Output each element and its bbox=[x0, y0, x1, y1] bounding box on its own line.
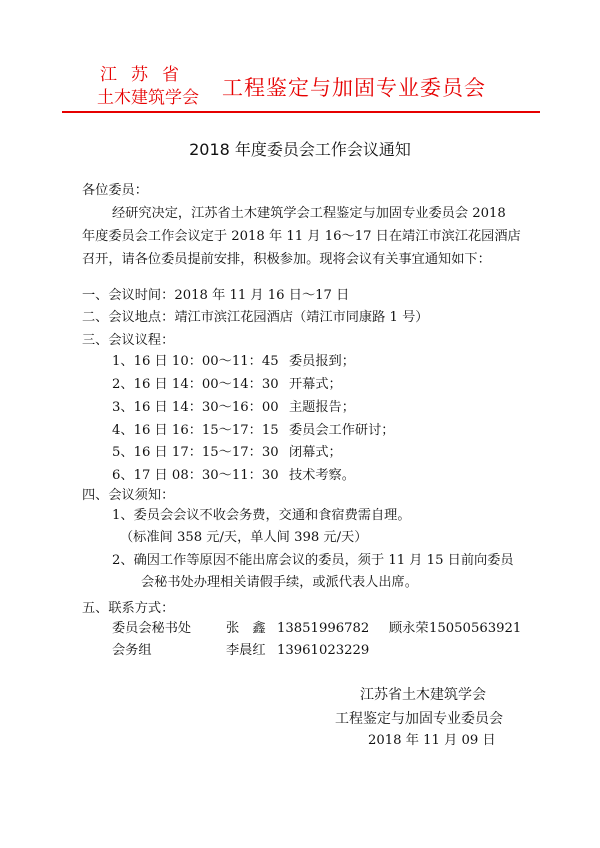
intro-line-1: 经研究决定，江苏省土木建筑学会工程鉴定与加固专业委员会 2018 bbox=[112, 206, 506, 221]
notice-item-1-sub: （标准间 358 元/天，单人间 398 元/天） bbox=[120, 530, 368, 545]
agenda-item-time: 2、16 日 14：00～14：30 bbox=[112, 377, 279, 392]
section-location bbox=[82, 308, 428, 328]
intro-line-2: 年度委员会工作会议定于 2018 年 11 月 16～17 日在靖江市滨江花园酒店 bbox=[82, 229, 521, 244]
contact-phone: 15050563921 bbox=[429, 621, 522, 636]
notice-item-2: 2、确因工作等原因不能出席会议的委员，须于 11 月 15 日前向委员 bbox=[112, 553, 514, 568]
section-contact-label: 五、联系方式： bbox=[82, 601, 175, 616]
page-title: 2018 年度委员会工作会议通知 bbox=[189, 140, 411, 159]
agenda-item-time: 6、17 日 08：30～11：30 bbox=[112, 468, 279, 483]
contact-phone: 13851996782 bbox=[277, 621, 370, 636]
section-time-label: 一、会议时间： bbox=[82, 288, 175, 303]
agenda-item-desc: 闭幕式； bbox=[289, 445, 342, 460]
contact-name: 李晨红 bbox=[226, 643, 266, 658]
agenda-item-desc: 开幕式； bbox=[289, 377, 342, 392]
signature-org: 江苏省土木建筑学会 bbox=[360, 687, 486, 703]
contact-name: 张 鑫 bbox=[226, 621, 266, 636]
section-location-value: 靖江市滨江花园酒店（靖江市同康路 1 号） bbox=[174, 310, 429, 325]
section-time bbox=[82, 286, 349, 306]
section-location-label: 二、会议地点： bbox=[82, 310, 175, 325]
greeting: 各位委员： bbox=[82, 183, 148, 198]
agenda-item-desc: 委员会工作研讨； bbox=[289, 423, 395, 438]
agenda-item-time: 3、16 日 14：30～16：00 bbox=[112, 400, 279, 415]
contact-phone: 13961023229 bbox=[277, 643, 370, 658]
section-agenda-label: 三、会议议程： bbox=[82, 333, 175, 348]
agenda-item-time: 1、16 日 10：00～11：45 bbox=[112, 354, 279, 369]
signature-date: 2018 年 11 月 09 日 bbox=[368, 733, 496, 748]
agenda-item-time: 4、16 日 16：15～17：15 bbox=[112, 423, 279, 438]
intro-line-3: 召开，请各位委员提前安排，积极参加。现将会议有关事宜通知如下： bbox=[82, 252, 491, 267]
header-divider bbox=[62, 111, 540, 113]
agenda-item-time: 5、16 日 17：15～17：30 bbox=[112, 445, 279, 460]
notice-item-1: 1、委员会会议不收会务费，交通和食宿费需自理。 bbox=[112, 508, 411, 523]
header-org-line1: 江苏省 bbox=[100, 65, 193, 85]
section-notice-label: 四、会议须知： bbox=[82, 488, 175, 503]
notice-item-2-cont: 会秘书处办理相关请假手续，或派代表人出席。 bbox=[141, 575, 418, 590]
signature-committee: 工程鉴定与加固专业委员会 bbox=[335, 711, 503, 727]
contact-name: 顾永荣 bbox=[389, 621, 429, 636]
agenda-item-desc: 技术考察。 bbox=[289, 468, 355, 483]
contact-dept: 会务组 bbox=[112, 643, 152, 658]
agenda-item-desc: 主题报告； bbox=[289, 400, 355, 415]
contact-dept: 委员会秘书处 bbox=[112, 621, 192, 636]
header-committee: 工程鉴定与加固专业委员会 bbox=[222, 76, 486, 100]
agenda-item-desc: 委员报到； bbox=[289, 354, 355, 369]
section-time-value: 2018 年 11 月 16 日～17 日 bbox=[174, 288, 350, 303]
header-org-line2: 土木建筑学会 bbox=[97, 88, 199, 108]
